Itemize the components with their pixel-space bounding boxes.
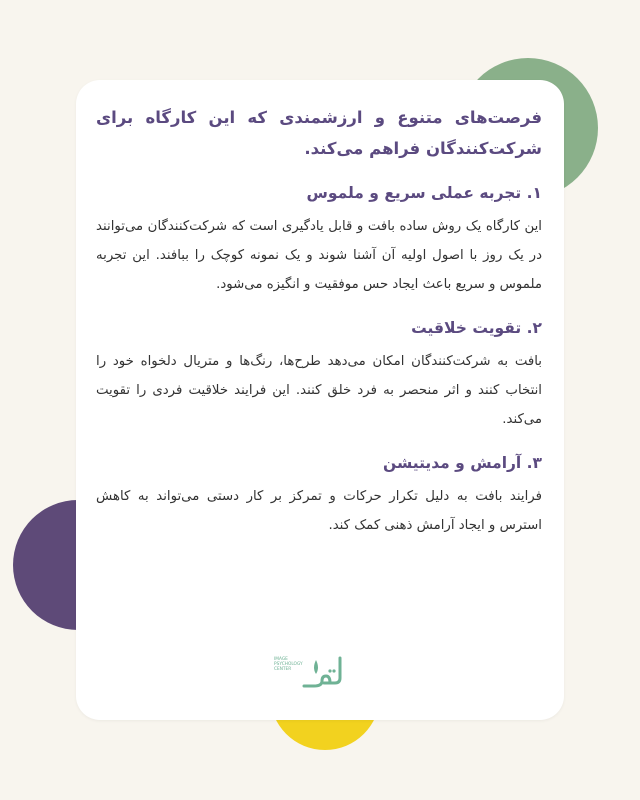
section-title-relaxation: ۳. آرامش و مدیتیشن [383, 454, 542, 472]
section-body-creativity: بافت به شرکت‌کنندگان امکان می‌دهد طرح‌ها، رنگ‌ها و متریال دلخواه خود را انتخاب کنند و اثر منحصر به فرد خلق کنند. این فرایند خلاقیت فردی را تقویت می‌کند. [96, 354, 542, 427]
card-content [96, 102, 542, 554]
intro-heading: فرصت‌های متنوع و ارزشمندی که این کارگاه برای شرکت‌کنندگان فراهم می‌کند. [96, 108, 542, 158]
section-body-relaxation: فرایند بافت به دلیل تکرار حرکات و تمرکز بر کار دستی می‌تواند به کاهش استرس و ایجاد آرامش ذهنی کمک کند. [96, 489, 542, 533]
logo-subtitle-line: IMAGE [274, 657, 288, 662]
logo-calligraphy-mark [300, 654, 344, 688]
section-title-practical-experience: ۱. تجربه عملی سریع و ملموس [306, 184, 542, 202]
section-body-practical-experience: این کارگاه یک روش ساده بافت و قابل یادگیری است که شرکت‌کنندگان می‌توانند در یک روز با اصول اولیه آن آشنا شوند و یک نمونه کوچک را ببافند. این تجربه ملموس و سریع باعث ایجاد حس موفقیت و انگیزه می‌شود. [96, 219, 542, 292]
logo-subtitle-line: PSYCHOLOGY [274, 662, 303, 667]
content-card [76, 80, 564, 720]
center-logo [274, 654, 374, 700]
section-title-creativity: ۲. تقویت خلاقیت [411, 319, 542, 337]
logo-subtitle-line: CENTER [274, 667, 292, 672]
